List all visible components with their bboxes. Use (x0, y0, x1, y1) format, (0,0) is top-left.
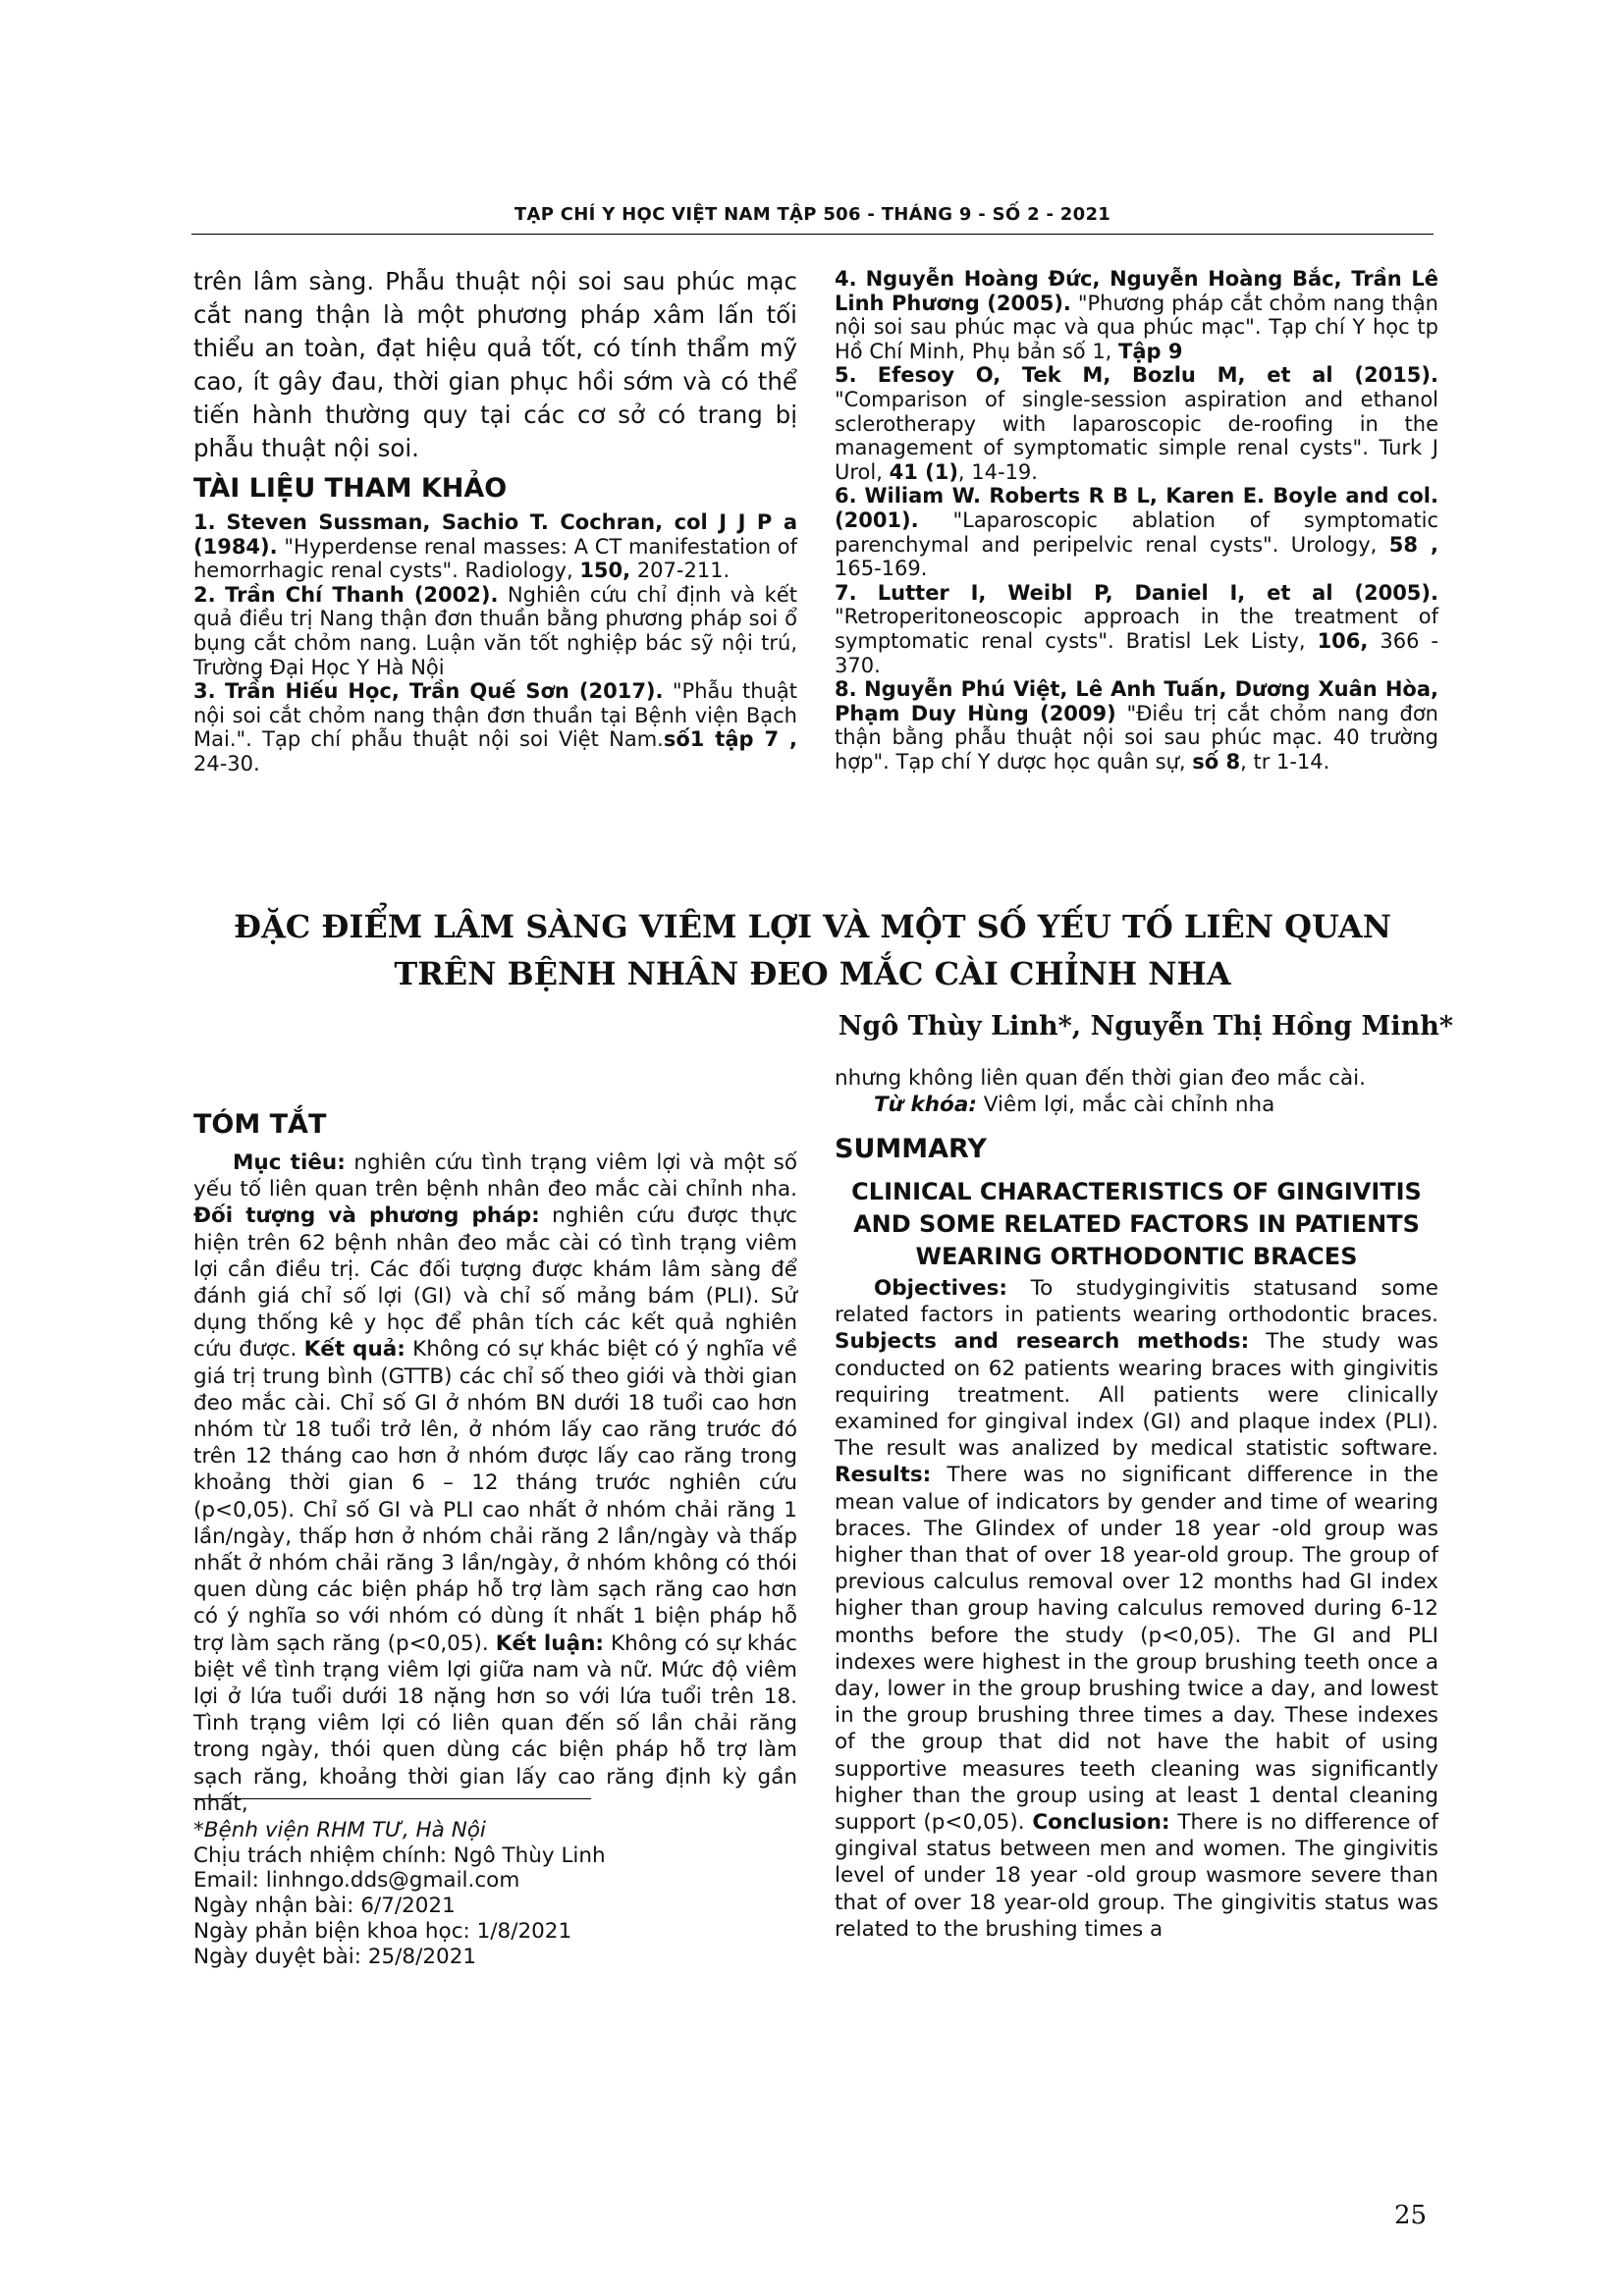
intro-paragraph: trên lâm sàng. Phẫu thuật nội soi sau phúc mạc cắt nang thận là một phương pháp xâm lấn tối thiểu an toàn, đạt hiệu quả tốt, có tính thẩm mỹ cao, ít gây đau, thời gian phục hồi sớm và có thể tiến hành thường quy tại các cơ sở có trang bị phẫu thuật nội soi. (193, 267, 797, 462)
article-title-line: ĐẶC ĐIỂM LÂM SÀNG VIÊM LỢI VÀ MỘT SỐ YẾU TỐ LIÊN QUAN (234, 908, 1391, 945)
header-rule (191, 234, 1434, 235)
footnotes (193, 1818, 822, 1969)
footnote-received: Ngày nhận bài: 6/7/2021 (193, 1894, 456, 1919)
reference-item: 1. Steven Sussman, Sachio T. Cochran, col J J P a (1984). "Hyperdense renal masses: A CT manifestation of hemorrhagic renal cysts". Radiology, 150, 207-211. (193, 510, 797, 583)
reference-item: 3. Trần Hiếu Học, Trần Quế Sơn (2017). "Phẫu thuật nội soi cắt chỏm nang thận đơn thuần tại Bệnh viện Bạch Mai.". Tạp chí phẫu thuật nội soi Việt Nam.số1 tập 7 , 24-30. (193, 679, 798, 775)
summary-heading: SUMMARY (835, 1134, 987, 1164)
article-title-line: TRÊN BỆNH NHÂN ĐEO MẮC CÀI CHỈNH NHA (394, 955, 1231, 992)
reference-item: 7. Lutter I, Weibl P, Daniel I, et al (2005). "Retroperitoneoscopic approach in the treatment of symptomatic renal cysts". Bratisl Lek Listy, 106, 366 - 370. (835, 580, 1439, 677)
footnote-rule (193, 1798, 591, 1799)
references-right-column (835, 267, 1438, 774)
reference-item: 2. Trần Chí Thanh (2002). Nghiên cứu chỉ định và kết quả điều trị Nang thận đơn thuần bằng phương pháp soi ổ bụng cắt chỏm nang. Luận văn tốt nghiệp bác sỹ nội trú, Trường Đại Học Y Hà Nội (193, 582, 797, 679)
abstract-body: Mục tiêu: nghiên cứu tình trạng viêm lợi và một số yếu tố liên quan trên bệnh nhân đeo mắc cài chỉnh nha. Đối tượng và phương pháp: nghiên cứu được thực hiện trên 62 bệnh nhân đeo mắc cài có tình trạng viêm lợi cần điều trị. Các đối tượng được khám lâm sàng để đánh giá chỉ số lợi (GI) và chỉ số mảng bám (PLI). Sử dụng thống kê y học để phân tích các kết quả nghiên cứu được. Kết quả: Không có sự khác biệt có ý nghĩa về giá trị trung bình (GTTB) các chỉ số theo giới và thời gian đeo mắc cài. Chỉ số GI ở nhóm BN dưới 18 tuổi cao hơn nhóm từ 18 tuổi trở lên, ở nhóm lấy cao răng trước đó trên 12 tháng cao hơn ở nhóm được lấy cao răng trong khoảng thời gian 6 – 12 tháng trước nghiên cứu (p<0,05). Chỉ số GI và PLI cao nhất ở nhóm chải răng 1 lần/ngày, thấp hơn ở nhóm chải răng 2 lần/ngày và thấp nhất ở nhóm chải răng 3 lần/ngày, ở nhóm không có thói quen dùng các biện pháp hỗ trợ làm sạch răng cao hơn có ý nghĩa so với nhóm có dùng ít nhất 1 biện pháp hỗ trợ làm sạch răng (p<0,05). Kết luận: Không có sự khác biệt về tình trạng viêm lợi giữa nam và nữ. Mức độ viêm lợi ở lứa tuổi dưới 18 nặng hơn so với lứa tuổi trên 18. Tình trạng viêm lợi có liên quan đến số lần chải răng trong ngày, thói quen dùng các biện pháp hỗ trợ làm sạch răng, khoảng thời gian lấy cao răng định kỳ gần nhất, (193, 1150, 798, 1816)
references-left-column (193, 510, 797, 776)
journal-header: TẠP CHÍ Y HỌC VIỆT NAM TẬP 506 - THÁNG 9 - SỐ 2 - 2021 (514, 204, 1111, 225)
footnote-affiliation: *Bệnh viện RHM TƯ, Hà Nội (193, 1818, 486, 1842)
reference-item: 5. Efesoy O, Tek M, Bozlu M, et al (2015). "Comparison of single-session aspiration and ethanol sclerotherapy with laparoscopic de-roofing in the management of symptomatic simple renal cysts". Turk J Urol, 41 (1), 14-19. (835, 363, 1438, 484)
footnote-email: Email: linhngo.dds@gmail.com (193, 1868, 520, 1894)
abstract-vietnamese (193, 1109, 797, 1817)
abstract-heading: TÓM TẮT (193, 1109, 327, 1140)
summary-body: Objectives: To studygingivitis statusand some related factors in patients wearing orthodontic braces. Subjects and research methods: The study was conducted on 62 patients wearing braces with gingivitis requiring treatment. All patients were clinically examined for gingival index (GI) and plaque index (PLI). The result was analized by medical statistic software. Results: There was no significant difference in the mean value of indicators by gender and time of wearing braces. The GIindex of under 18 year -old group was higher than that of over 18 year-old group. The group of previous calculus removal over 12 months had GI index higher than group having calculus removed during 6-12 months before the study (p<0,05). The GI and PLI indexes were highest in the group brushing teeth once a day, lower in the group brushing twice a day, and lowest in the group brushing three times a day. These indexes of the group that did not have the habit of using supportive measures teeth cleaning was significantly higher than the group using at least 1 dental cleaning support (p<0,05). Conclusion: There is no difference of gingival status between men and women. The gingivitis level of under 18 year -old group wasmore severe than that of over 18 year-old group. The gingivitis status was related to the brushing times a (835, 1276, 1438, 1942)
article-title (191, 903, 1434, 997)
summary-block (835, 1176, 1438, 1943)
reference-item: 6. Wiliam W. Roberts R B L, Karen E. Boyle and col. (2001). "Laparoscopic ablation of symptomatic parenchymal and peripelvic renal cysts". Urology, 58 , 165-169. (835, 484, 1439, 581)
footnote-responsible: Chịu trách nhiệm chính: Ngô Thùy Linh (193, 1842, 606, 1868)
page-number: 25 (1394, 2201, 1428, 2230)
reference-item: 4. Nguyễn Hoàng Đức, Nguyễn Hoàng Bắc, Trần Lê Linh Phương (2005). "Phương pháp cắt chỏm nang thận nội soi sau phúc mạc và qua phúc mạc". Tạp chí Y học tp Hồ Chí Minh, Phụ bản số 1, Tập 9 (835, 267, 1438, 363)
footnote-reviewed: Ngày phản biện khoa học: 1/8/2021 (193, 1918, 572, 1944)
summary-title: CLINICAL CHARACTERISTICS OF GINGIVITIS AND SOME RELATED FACTORS IN PATIENTS WEARING ORTHODONTIC BRACES (851, 1178, 1422, 1270)
references-heading: TÀI LIỆU THAM KHẢO (193, 473, 508, 504)
abstract-continuation: nhưng không liên quan đến thời gian đeo mắc cài. Từ khóa: Viêm lợi, mắc cài chỉnh nha (835, 1065, 1438, 1118)
keywords: Từ khóa: Viêm lợi, mắc cài chỉnh nha (874, 1093, 1275, 1118)
footnote-accepted: Ngày duyệt bài: 25/8/2021 (193, 1944, 477, 1969)
reference-item: 8. Nguyễn Phú Việt, Lê Anh Tuấn, Dương Xuân Hòa, Phạm Duy Hùng (2009) "Điều trị cắt chỏm nang đơn thận bằng phẫu thuật nội soi sau phúc mạc. 40 trường hợp". Tạp chí Y dược học quân sự, số 8, tr 1-14. (835, 677, 1438, 774)
article-authors: Ngô Thùy Linh*, Nguyễn Thị Hồng Minh* (838, 1011, 1453, 1041)
